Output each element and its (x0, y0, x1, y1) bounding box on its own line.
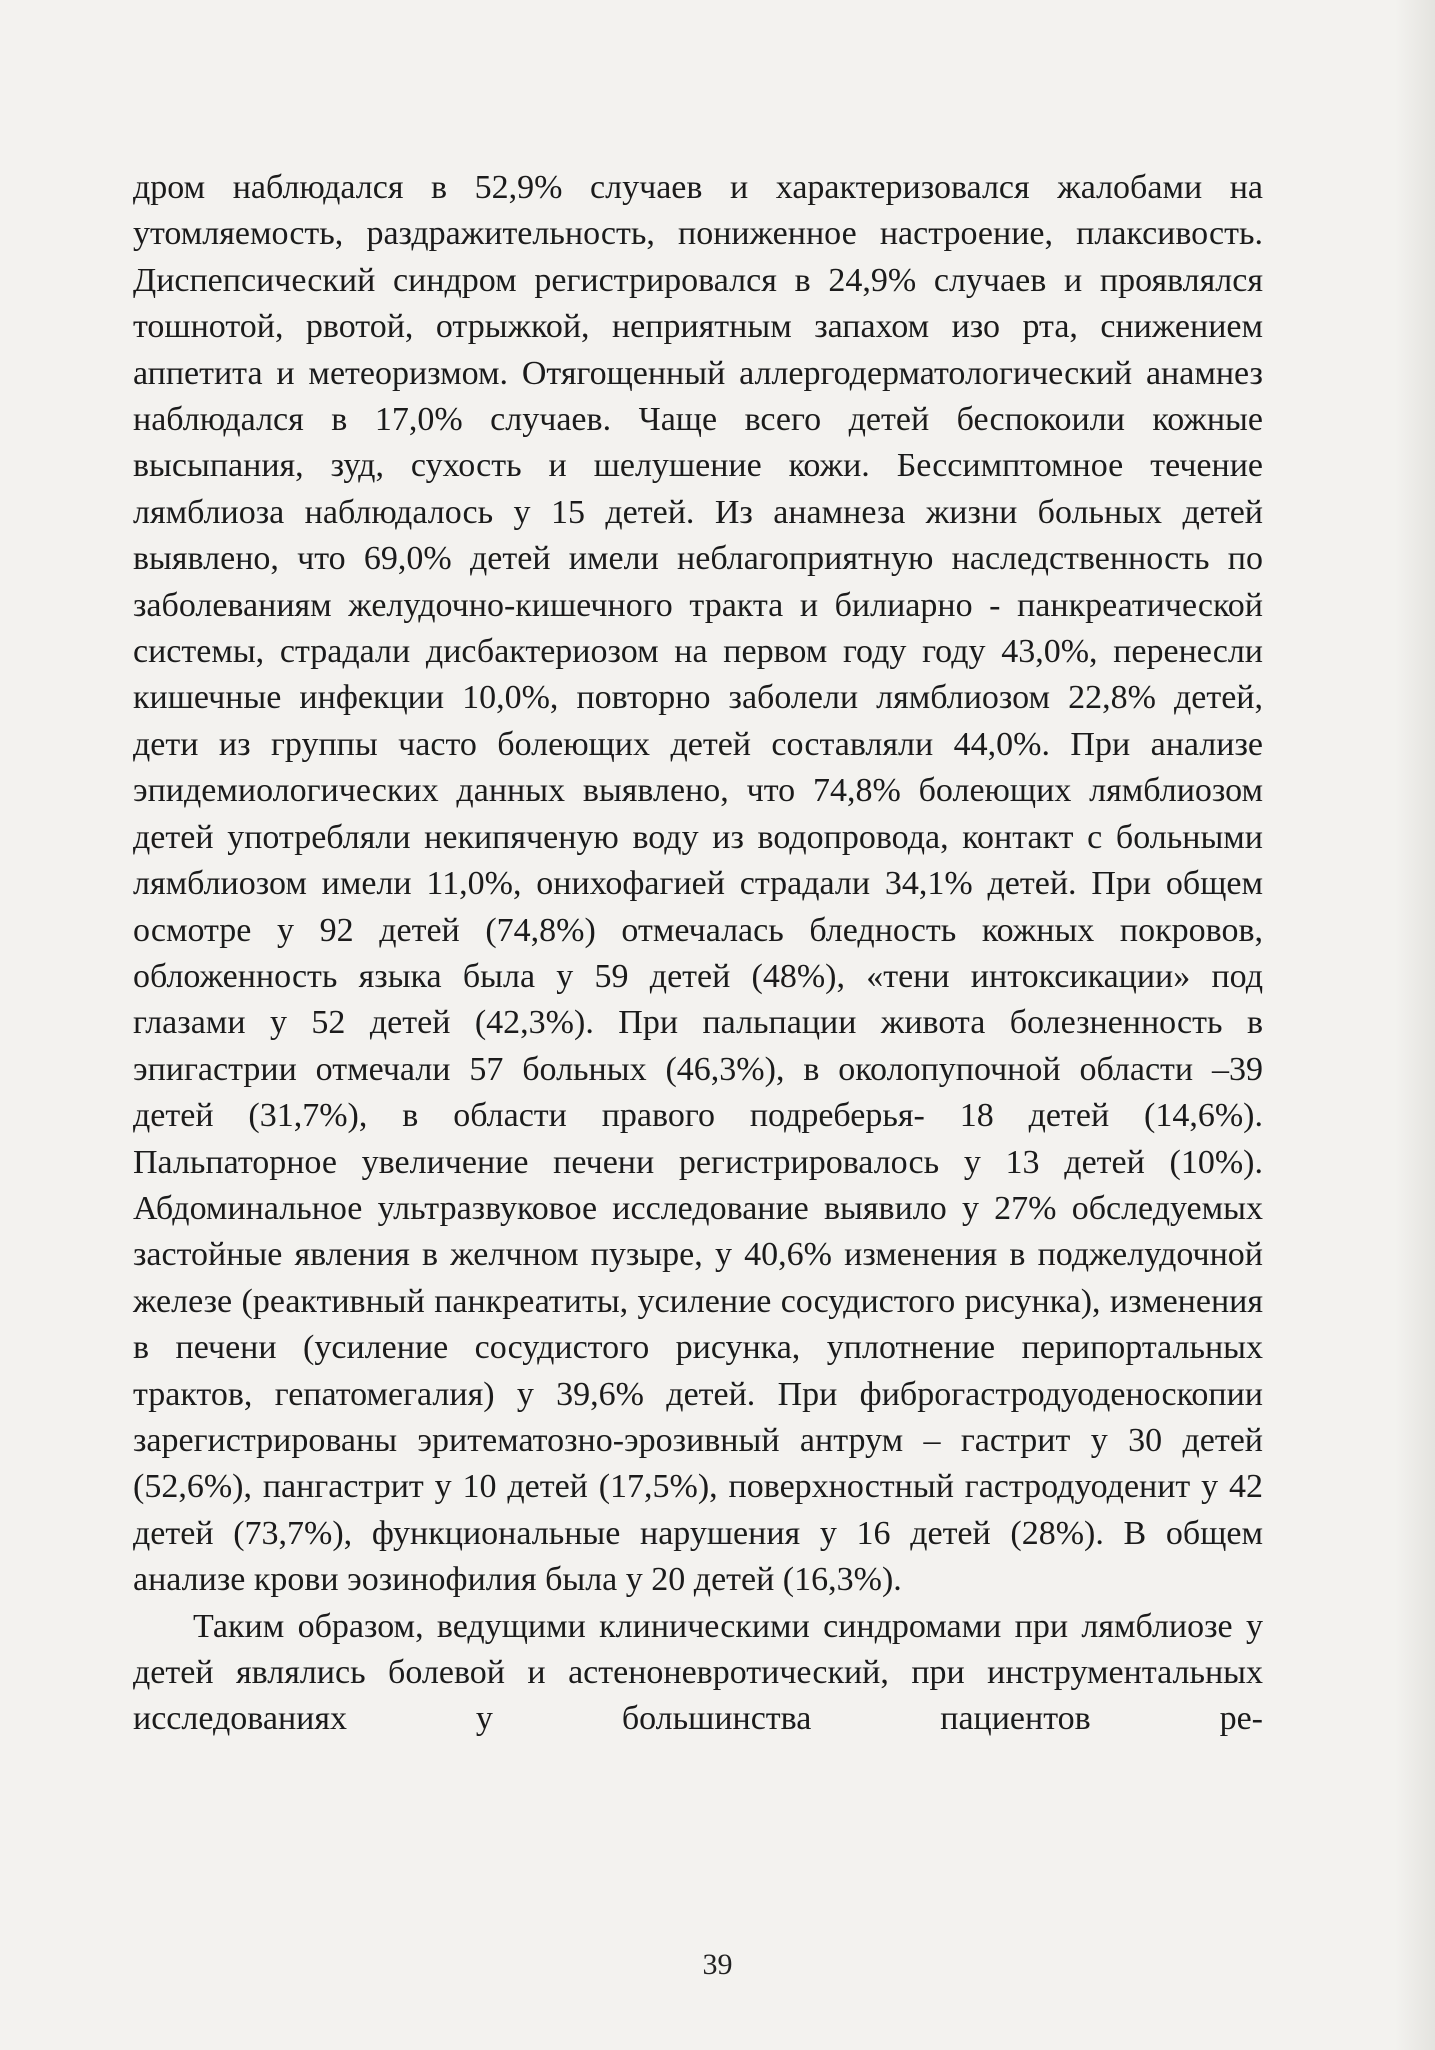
paragraph-2: Таким образом, ведущими клиническими синдромами при лямблиозе у детей являлись болевой и астеноневротический, при инструментальных исследованиях у большинства пациентов ре- (133, 1607, 1263, 1738)
paragraph-1: дром наблюдался в 52,9% случаев и характеризовался жалобами на утомляемость, раздражительность, пониженное настроение, плаксивость. Диспепсический синдром регистрировался в 24,9% случаев и проявлялся тошнотой, рвотой, отрыжкой, неприятным запахом изо рта, снижением аппетита и метеоризмом. Отягощенный аллергодерматологический анамнез наблюдался в 17,0% случаев. Чаще всего детей беспокоили кожные высыпания, зуд, сухость и шелушение кожи. Бессимптомное течение лямблиоза наблюдалось у 15 детей. Из анамнеза жизни больных детей выявлено, что 69,0% детей имели неблагоприятную наследственность по заболеваниям желудочно-кишечного тракта и билиарно - панкреатической системы, страдали дисбактериозом на первом году году 43,0%, перенесли кишечные инфекции 10,0%, повторно заболели лямблиозом 22,8% детей, дети из группы часто болеющих детей составляли 44,0%. При анализе эпидемиологических данных выявлено, что 74,8% болеющих лямблиозом детей употребляли некипяченую воду из водопровода, контакт с больными лямблиозом имели 11,0%, онихофагией страдали 34,1% детей. При общем осмотре у 92 детей (74,8%) отмечалась бледность кожных покровов, обложенность языка была у 59 детей (48%), «тени интоксикации» под глазами у 52 детей (42,3%). При пальпации живота болезненность в эпигастрии отмечали 57 больных (46,3%), в околопупочной области –39 детей (31,7%), в области правого подреберья- 18 детей (14,6%). Пальпаторное увеличение печени регистрировалось у 13 детей (10%). Абдоминальное ультразвуковое исследование выявило у 27% обследуемых застойные явления в желчном пузыре, у 40,6% изменения в поджелудочной железе (реактивный панкреатиты, усиление сосудистого рисунка), изменения в печени (усиление сосудистого рисунка, уплотнение перипортальных трактов, гепатомегалия) у 39,6% детей. При фиброгастродуоденоскопии зарегистрированы эритематозно-эрозивный антрум – гастрит у 30 детей (52,6%), пангастрит у 10 детей (17,5%), поверхностный гастродуоденит у 42 детей (73,7%), функциональные нарушения у 16 детей (28%). В общем анализе крови эозинофилия была у 20 детей (16,3%). (133, 169, 1263, 1599)
page-edge-shadow (1395, 0, 1435, 2050)
body-text (133, 165, 1263, 1743)
page-number: 39 (702, 1948, 733, 1981)
